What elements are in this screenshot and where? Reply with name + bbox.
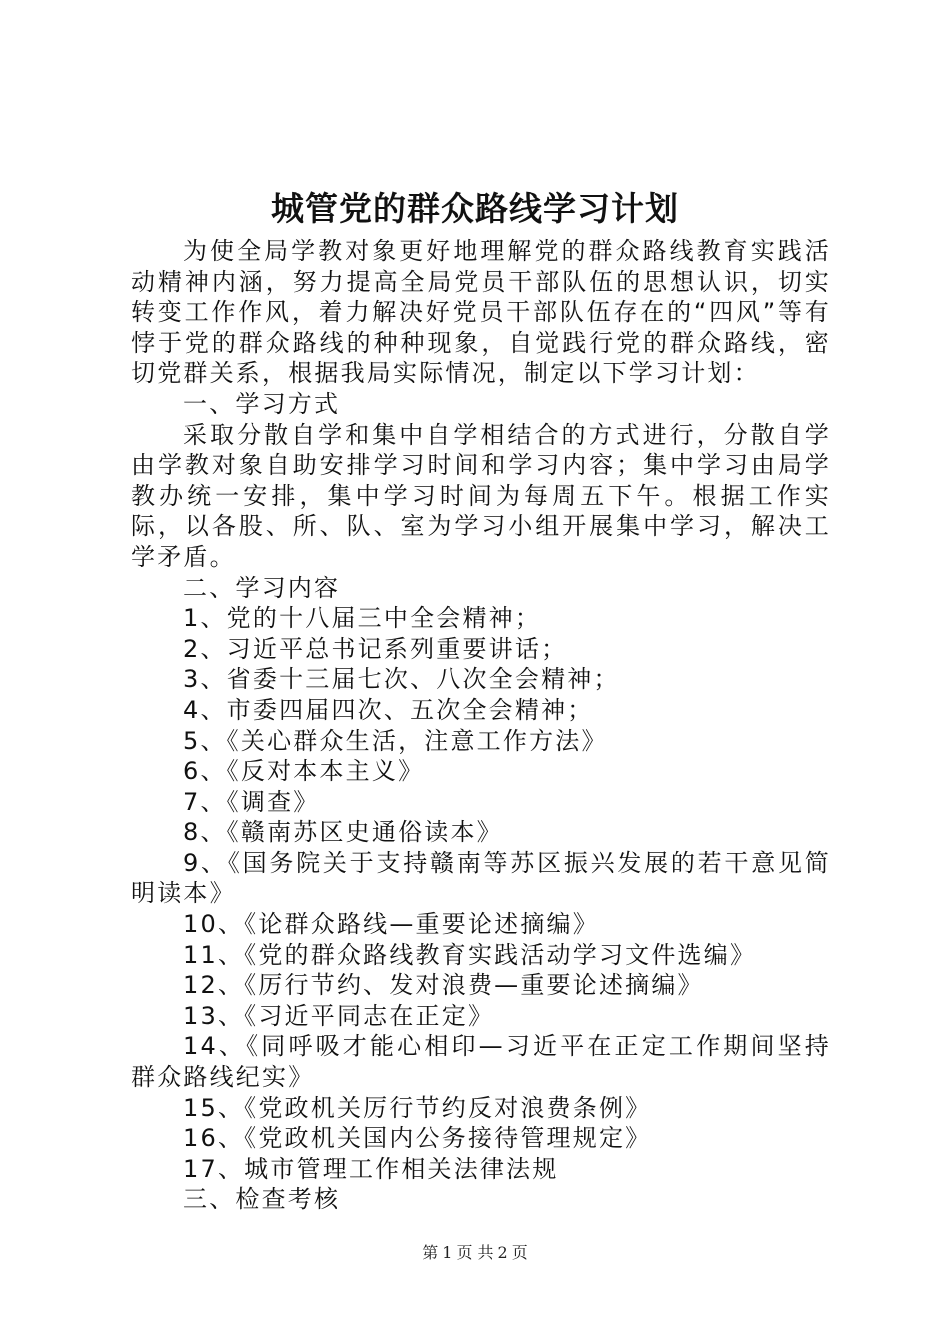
list-item: 12、《厉行节约、发对浪费—重要论述摘编》 — [183, 971, 704, 1000]
list-item: 10、《论群众路线—重要论述摘编》 — [183, 910, 599, 939]
section-heading-inspection: 三、检查考核 — [183, 1185, 341, 1214]
list-item: 7、《调查》 — [183, 787, 320, 816]
page-number-suffix: 页 — [511, 1243, 528, 1262]
list-item: 6、《反对本本主义》 — [183, 757, 425, 786]
list-item: 4、市委四届四次、五次全会精神； — [183, 695, 594, 724]
list-item: 9、《国务院关于支持赣南等苏区振兴发展的若干意见简明读本》 — [131, 848, 831, 908]
page-footer — [0, 1241, 950, 1265]
list-item: 15、《党政机关厉行节约反对浪费条例》 — [183, 1093, 652, 1122]
section-heading-study-method: 一、学习方式 — [183, 389, 341, 418]
study-method-paragraph: 采取分散自学和集中自学相结合的方式进行，分散自学由学教对象自助安排学习时间和学习内容；集中学习由局学教办统一安排，集中学习时间为每周五下午。根据工作实际，以各股、所、队、室为学习小组开展集中学习，解决工学矛盾。 — [131, 420, 831, 571]
list-item: 1、党的十八届三中全会精神； — [183, 604, 542, 633]
list-item: 13、《习近平同志在正定》 — [183, 1001, 495, 1030]
page-number-prefix: 第 — [422, 1243, 439, 1262]
document-title: 城管党的群众路线学习计划 — [271, 189, 679, 228]
list-item: 2、习近平总书记系列重要讲话； — [183, 634, 568, 663]
intro-paragraph: 为使全局学教对象更好地理解党的群众路线教育实践活动精神内涵，努力提高全局党员干部队伍的思想认识，切实转变工作作风，着力解决好党员干部队伍存在的“四风”等有悖于党的群众路线的种种现象，自觉践行党的群众路线，密切党群关系，根据我局实际情况，制定以下学习计划： — [131, 237, 831, 388]
list-item: 16、《党政机关国内公务接待管理规定》 — [183, 1124, 652, 1153]
list-item: 5、《关心群众生活，注意工作方法》 — [183, 726, 608, 755]
list-item: 8、《赣南苏区史通俗读本》 — [183, 818, 503, 847]
page-number-total: 2 — [497, 1243, 508, 1262]
list-item: 3、省委十三届七次、八次全会精神； — [183, 665, 620, 694]
section-heading-study-content: 二、学习内容 — [183, 573, 341, 602]
list-item: 14、《同呼吸才能心相印—习近平在正定工作期间坚持群众路线纪实》 — [131, 1032, 831, 1092]
list-item: 17、城市管理工作相关法律法规 — [183, 1154, 559, 1183]
page-number-current: 1 — [442, 1243, 453, 1262]
list-item: 11、《党的群众路线教育实践活动学习文件选编》 — [183, 940, 757, 969]
document-body — [131, 236, 831, 1215]
page-number-middle: 页 共 — [456, 1243, 494, 1262]
